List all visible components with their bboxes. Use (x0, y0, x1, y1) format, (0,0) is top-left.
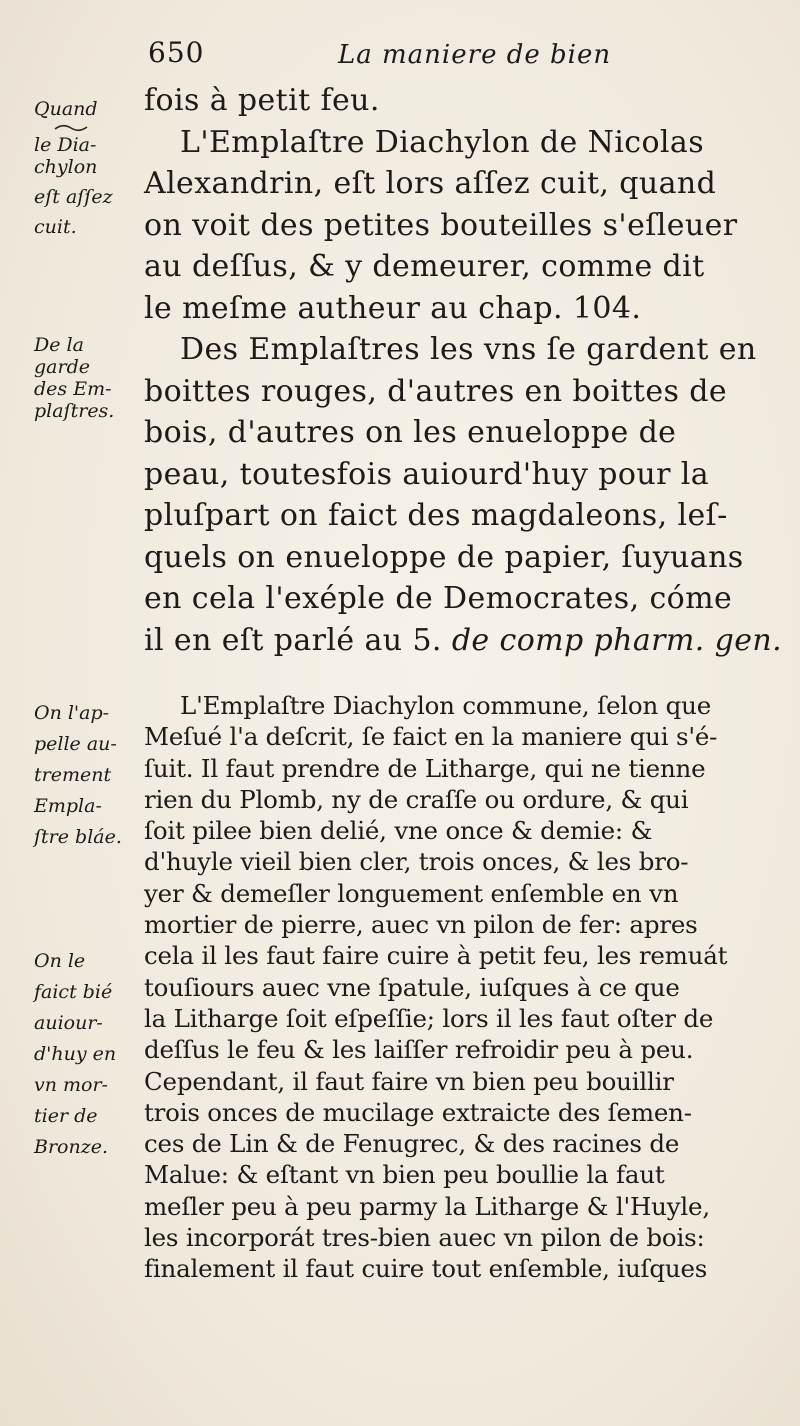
margin-note-storage (34, 334, 144, 422)
text-line: deſſus le feu & les laiſſer refroidir peu à peu. (144, 1035, 694, 1065)
margin-note-line: ſtre bláe. (34, 826, 122, 848)
margin-note-line: On l'ap- (34, 702, 110, 724)
text-line: finalement il faut cuire tout enſemble, iuſques (144, 1254, 708, 1284)
text-line: au deſſus, & y demeurer, comme dit (144, 249, 705, 284)
text-line: Des Emplaſtres les vns ſe gardent en (180, 332, 757, 367)
text-line: quels on enueloppe de papier, ſuyuans (144, 539, 744, 575)
margin-note-line: le Dia- (34, 134, 97, 156)
text-line: boittes rouges, d'autres en boittes de (144, 373, 727, 409)
text-line: ſuit. Il faut prendre de Litharge, qui ne tienne (144, 753, 706, 783)
text-line: yer & demeſler longuement enſemble en vn (144, 878, 679, 908)
text-line: pluſpart on faict des magdaleons, leſ- (144, 498, 728, 533)
text-line: on voit des petites bouteilles s'eſleuer (144, 207, 738, 243)
text-line (144, 620, 784, 662)
text-line: ſoit pilee bien delié, vne once & demie: & (144, 816, 653, 846)
margin-note-line: d'huy en (34, 1043, 117, 1065)
margin-note-line: Empla- (34, 795, 102, 817)
text-line: mortier de pierre, auec vn pilon de fer: apres (144, 910, 698, 940)
margin-note-bronze-mortar (34, 950, 144, 1158)
margin-note-line: De la (34, 334, 84, 356)
margin-note-white-plaster (34, 702, 144, 848)
margin-note-line: vn mor- (34, 1074, 108, 1096)
margin-note-line: cuit. (34, 216, 77, 238)
text-line: Malue: & eſtant vn bien peu boullie la faut (144, 1160, 665, 1190)
margin-note-line: tier de (34, 1105, 98, 1127)
margin-note-line: Quand (34, 98, 98, 120)
margin-note-line: pelle au- (34, 733, 117, 755)
text-line: Cependant, il faut faire vn bien peu bouillir (144, 1066, 674, 1096)
text-line: L'Emplaſtre Diachylon de Nicolas (180, 124, 704, 160)
main-paragraphs (144, 80, 784, 661)
margin-note-line: Bronze. (34, 1136, 109, 1158)
text-line: ces de Lin & de Fenugrec, & des racines de (144, 1129, 680, 1159)
margin-note-line: trement (34, 764, 112, 786)
text-line: peau, toutesfois auiourd'huy pour la (144, 456, 710, 492)
margin-note-cooking (34, 98, 144, 238)
page-number: 650 (148, 36, 205, 69)
text-line: touſiours auec vne ſpatule, iuſques à ce que (144, 972, 680, 1002)
text-line: les incorporát tres-bien auec vn pilon de bois: (144, 1223, 705, 1253)
margin-note-line: auiour- (34, 1012, 103, 1034)
text-line: bois, d'autres on les enueloppe de (144, 415, 677, 450)
text-line-start: il en eſt parlé au 5. (144, 622, 442, 658)
recipe-paragraph (144, 690, 784, 1285)
citation-reference: de comp pharm. gen. (451, 622, 783, 658)
text-line: trois onces de mucilage extraicte des ſemen- (144, 1097, 692, 1127)
margin-note-line: chylon (34, 156, 98, 178)
text-line: la Litharge ſoit eſpeſſie; lors il les faut oſter de (144, 1003, 714, 1033)
text-line: L'Emplaſtre Diachylon commune, ſelon que (180, 691, 711, 720)
margin-note-line: garde (34, 356, 90, 378)
margin-note-line: des Em- (34, 378, 112, 400)
text-line: le meſme autheur au chap. 104. (144, 290, 642, 326)
margin-note-line: eſt aſſez (34, 186, 113, 208)
page-header (148, 36, 668, 82)
text-line: Meſué l'a deſcrit, ſe faict en la maniere qui s'é- (144, 722, 718, 752)
text-line: en cela l'exéple de Democrates, cóme (144, 581, 733, 616)
margin-note-line: faict bié (34, 981, 113, 1003)
text-line: d'huyle vieil bien cler, trois onces, & les bro- (144, 847, 689, 877)
margin-note-line: plaſtres. (34, 400, 115, 422)
margin-note-line: On le (34, 950, 86, 972)
text-line: cela il les faut faire cuire à petit feu, les remuát (144, 941, 728, 971)
running-head: La maniere de bien (338, 40, 612, 70)
text-line: fois à petit feu. (144, 83, 380, 118)
text-line: Alexandrin, eſt lors aſſez cuit, quand (144, 166, 717, 201)
text-line: rien du Plomb, ny de craſſe ou ordure, & qui (144, 784, 689, 814)
text-line: meſler peu à peu parmy la Litharge & l'Huyle, (144, 1191, 710, 1221)
